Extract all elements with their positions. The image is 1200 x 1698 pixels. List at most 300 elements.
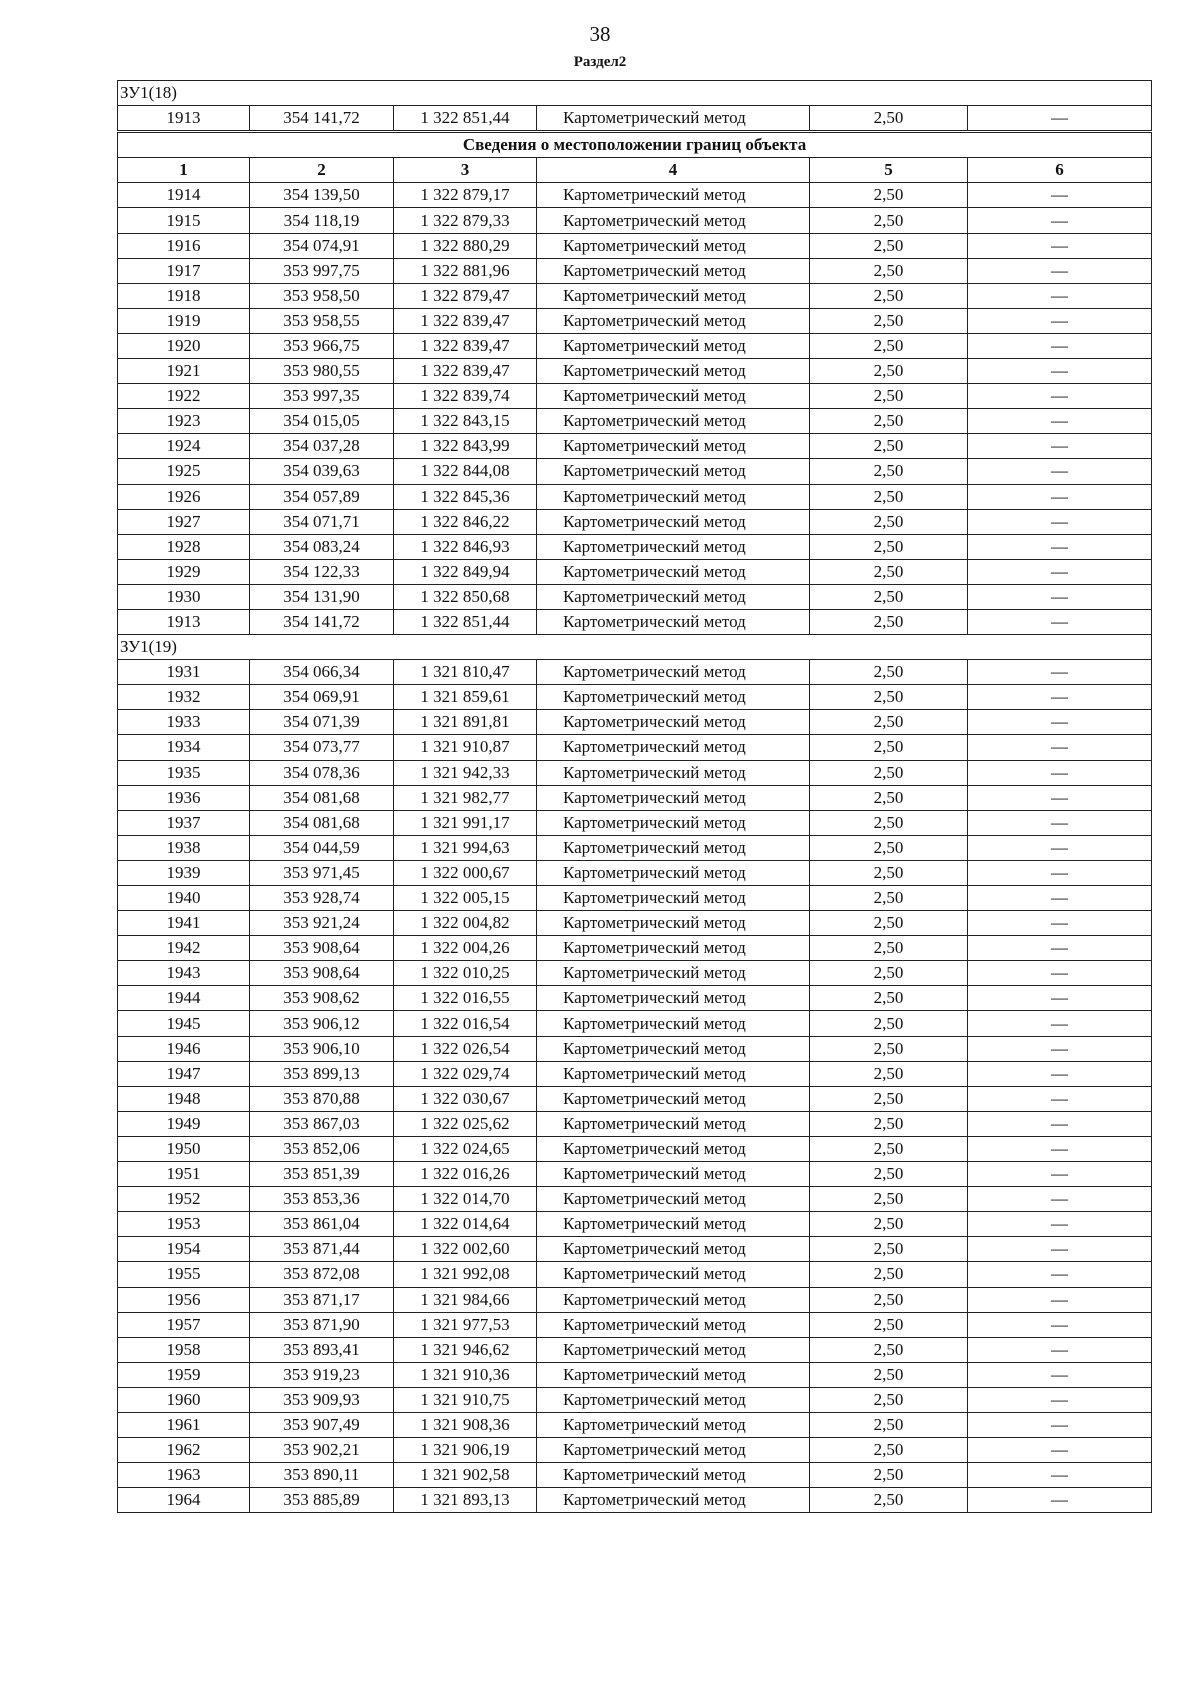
dash-cell: —	[968, 835, 1152, 860]
dash-cell: —	[968, 986, 1152, 1011]
dash-cell: —	[968, 609, 1152, 634]
point-number: 1952	[118, 1187, 250, 1212]
method-cell: Картометрический метод	[537, 409, 810, 434]
table-row	[118, 886, 1152, 911]
coord-y: 1 321 893,13	[394, 1488, 537, 1513]
method-cell: Картометрический метод	[537, 1387, 810, 1412]
coord-y: 1 322 881,96	[394, 258, 537, 283]
table-row	[118, 810, 1152, 835]
method-cell: Картометрический метод	[537, 1412, 810, 1437]
point-number: 1919	[118, 308, 250, 333]
accuracy-cell: 2,50	[810, 710, 968, 735]
coord-y: 1 321 992,08	[394, 1262, 537, 1287]
table-row	[118, 685, 1152, 710]
coord-y: 1 322 879,47	[394, 283, 537, 308]
point-number: 1951	[118, 1162, 250, 1187]
dash-cell: —	[968, 660, 1152, 685]
accuracy-cell: 2,50	[810, 936, 968, 961]
accuracy-cell: 2,50	[810, 1187, 968, 1212]
method-cell: Картометрический метод	[537, 459, 810, 484]
point-number: 1938	[118, 835, 250, 860]
coord-x: 353 997,35	[250, 384, 394, 409]
method-cell: Картометрический метод	[537, 1111, 810, 1136]
coord-y: 1 322 016,26	[394, 1162, 537, 1187]
dash-cell: —	[968, 1162, 1152, 1187]
coord-y: 1 322 002,60	[394, 1237, 537, 1262]
point-number: 1931	[118, 660, 250, 685]
coord-x: 354 074,91	[250, 233, 394, 258]
method-cell: Картометрический метод	[537, 1312, 810, 1337]
point-number: 1923	[118, 409, 250, 434]
dash-cell: —	[968, 106, 1152, 132]
coord-y: 1 321 994,63	[394, 835, 537, 860]
coord-x: 354 071,39	[250, 710, 394, 735]
dash-cell: —	[968, 1111, 1152, 1136]
coord-x: 353 908,64	[250, 936, 394, 961]
table-row	[118, 835, 1152, 860]
method-cell: Картометрический метод	[537, 1463, 810, 1488]
accuracy-cell: 2,50	[810, 359, 968, 384]
method-cell: Картометрический метод	[537, 384, 810, 409]
point-number: 1924	[118, 434, 250, 459]
coord-y: 1 322 005,15	[394, 886, 537, 911]
accuracy-cell: 2,50	[810, 1438, 968, 1463]
accuracy-cell: 2,50	[810, 1011, 968, 1036]
accuracy-cell: 2,50	[810, 1312, 968, 1337]
dash-cell: —	[968, 1086, 1152, 1111]
accuracy-cell: 2,50	[810, 1237, 968, 1262]
coord-x: 354 069,91	[250, 685, 394, 710]
method-cell: Картометрический метод	[537, 559, 810, 584]
dash-cell: —	[968, 584, 1152, 609]
point-number: 1954	[118, 1237, 250, 1262]
table-row	[118, 308, 1152, 333]
method-cell: Картометрический метод	[537, 810, 810, 835]
coord-y: 1 321 810,47	[394, 660, 537, 685]
table-row	[118, 1412, 1152, 1437]
coord-y: 1 322 016,55	[394, 986, 537, 1011]
table-row	[118, 258, 1152, 283]
table-row	[118, 1262, 1152, 1287]
column-header-row	[118, 158, 1152, 183]
coord-x: 354 131,90	[250, 584, 394, 609]
method-cell: Картометрический метод	[537, 835, 810, 860]
coord-x: 353 980,55	[250, 359, 394, 384]
point-number: 1941	[118, 911, 250, 936]
point-number: 1957	[118, 1312, 250, 1337]
dash-cell: —	[968, 961, 1152, 986]
coord-y: 1 322 839,47	[394, 333, 537, 358]
dash-cell: —	[968, 1362, 1152, 1387]
table-row	[118, 1488, 1152, 1513]
method-cell: Картометрический метод	[537, 710, 810, 735]
dash-cell: —	[968, 434, 1152, 459]
coord-y: 1 321 891,81	[394, 710, 537, 735]
accuracy-cell: 2,50	[810, 283, 968, 308]
table-row	[118, 785, 1152, 810]
table-row	[118, 1463, 1152, 1488]
table-row	[118, 1036, 1152, 1061]
column-header-5: 5	[810, 158, 968, 183]
accuracy-cell: 2,50	[810, 961, 968, 986]
point-number: 1915	[118, 208, 250, 233]
coord-x: 353 909,93	[250, 1387, 394, 1412]
point-number: 1963	[118, 1463, 250, 1488]
method-cell: Картометрический метод	[537, 283, 810, 308]
accuracy-cell: 2,50	[810, 1488, 968, 1513]
coord-x: 353 919,23	[250, 1362, 394, 1387]
accuracy-cell: 2,50	[810, 1463, 968, 1488]
method-cell: Картометрический метод	[537, 333, 810, 358]
dash-cell: —	[968, 384, 1152, 409]
table-row	[118, 384, 1152, 409]
dash-cell: —	[968, 810, 1152, 835]
method-cell: Картометрический метод	[537, 1362, 810, 1387]
accuracy-cell: 2,50	[810, 1262, 968, 1287]
coord-x: 354 141,72	[250, 609, 394, 634]
point-number: 1946	[118, 1036, 250, 1061]
dash-cell: —	[968, 1036, 1152, 1061]
coord-y: 1 322 010,25	[394, 961, 537, 986]
table-row	[118, 1061, 1152, 1086]
method-cell: Картометрический метод	[537, 936, 810, 961]
accuracy-cell: 2,50	[810, 409, 968, 434]
point-number: 1921	[118, 359, 250, 384]
coord-y: 1 322 004,26	[394, 936, 537, 961]
dash-cell: —	[968, 886, 1152, 911]
method-cell: Картометрический метод	[537, 1337, 810, 1362]
accuracy-cell: 2,50	[810, 760, 968, 785]
point-number: 1958	[118, 1337, 250, 1362]
coord-x: 354 057,89	[250, 484, 394, 509]
dash-cell: —	[968, 1011, 1152, 1036]
column-header-4: 4	[537, 158, 810, 183]
method-cell: Картометрический метод	[537, 760, 810, 785]
accuracy-cell: 2,50	[810, 1111, 968, 1136]
point-number: 1959	[118, 1362, 250, 1387]
coord-x: 353 861,04	[250, 1212, 394, 1237]
point-number: 1948	[118, 1086, 250, 1111]
accuracy-cell: 2,50	[810, 660, 968, 685]
coord-y: 1 322 843,15	[394, 409, 537, 434]
method-cell: Картометрический метод	[537, 484, 810, 509]
accuracy-cell: 2,50	[810, 208, 968, 233]
accuracy-cell: 2,50	[810, 886, 968, 911]
coord-y: 1 322 843,99	[394, 434, 537, 459]
method-cell: Картометрический метод	[537, 1036, 810, 1061]
coord-y: 1 321 910,36	[394, 1362, 537, 1387]
table-row	[118, 609, 1152, 634]
method-cell: Картометрический метод	[537, 961, 810, 986]
coord-x: 354 039,63	[250, 459, 394, 484]
column-header-6: 6	[968, 158, 1152, 183]
coord-y: 1 322 839,74	[394, 384, 537, 409]
coord-y: 1 322 014,70	[394, 1187, 537, 1212]
coord-y: 1 322 845,36	[394, 484, 537, 509]
accuracy-cell: 2,50	[810, 1387, 968, 1412]
point-number: 1930	[118, 584, 250, 609]
accuracy-cell: 2,50	[810, 384, 968, 409]
coord-y: 1 321 942,33	[394, 760, 537, 785]
coord-x: 353 997,75	[250, 258, 394, 283]
coord-y: 1 322 839,47	[394, 308, 537, 333]
point-number: 1928	[118, 534, 250, 559]
coord-y: 1 322 024,65	[394, 1136, 537, 1161]
dash-cell: —	[968, 183, 1152, 208]
method-cell: Картометрический метод	[537, 584, 810, 609]
dash-cell: —	[968, 1412, 1152, 1437]
dash-cell: —	[968, 1237, 1152, 1262]
column-header-1: 1	[118, 158, 250, 183]
coord-x: 353 852,06	[250, 1136, 394, 1161]
accuracy-cell: 2,50	[810, 1287, 968, 1312]
coord-y: 1 322 851,44	[394, 609, 537, 634]
coord-y: 1 322 016,54	[394, 1011, 537, 1036]
dash-cell: —	[968, 534, 1152, 559]
dash-cell: —	[968, 509, 1152, 534]
table-row	[118, 233, 1152, 258]
accuracy-cell: 2,50	[810, 484, 968, 509]
table-row	[118, 359, 1152, 384]
coord-y: 1 322 850,68	[394, 584, 537, 609]
coord-y: 1 321 906,19	[394, 1438, 537, 1463]
method-cell: Картометрический метод	[537, 1061, 810, 1086]
accuracy-cell: 2,50	[810, 534, 968, 559]
coord-x: 353 871,44	[250, 1237, 394, 1262]
coord-y: 1 321 946,62	[394, 1337, 537, 1362]
coord-y: 1 322 839,47	[394, 359, 537, 384]
dash-cell: —	[968, 911, 1152, 936]
point-number: 1944	[118, 986, 250, 1011]
table-row	[118, 1312, 1152, 1337]
table-row	[118, 1086, 1152, 1111]
table-row	[118, 534, 1152, 559]
point-number: 1953	[118, 1212, 250, 1237]
accuracy-cell: 2,50	[810, 1061, 968, 1086]
point-number: 1937	[118, 810, 250, 835]
coord-x: 353 958,55	[250, 308, 394, 333]
table-row	[118, 710, 1152, 735]
accuracy-cell: 2,50	[810, 233, 968, 258]
point-number: 1933	[118, 710, 250, 735]
table-row	[118, 860, 1152, 885]
dash-cell: —	[968, 308, 1152, 333]
accuracy-cell: 2,50	[810, 459, 968, 484]
point-number: 1962	[118, 1438, 250, 1463]
coord-x: 353 966,75	[250, 333, 394, 358]
coord-x: 354 078,36	[250, 760, 394, 785]
point-number: 1939	[118, 860, 250, 885]
method-cell: Картометрический метод	[537, 258, 810, 283]
coord-x: 353 908,64	[250, 961, 394, 986]
accuracy-cell: 2,50	[810, 1162, 968, 1187]
table-row	[118, 1337, 1152, 1362]
accuracy-cell: 2,50	[810, 810, 968, 835]
method-cell: Картометрический метод	[537, 1187, 810, 1212]
table-row	[118, 1187, 1152, 1212]
accuracy-cell: 2,50	[810, 106, 968, 132]
zone-label: ЗУ1(18)	[118, 81, 1152, 106]
coord-x: 354 044,59	[250, 835, 394, 860]
coord-y: 1 321 977,53	[394, 1312, 537, 1337]
coord-y: 1 322 879,33	[394, 208, 537, 233]
dash-cell: —	[968, 409, 1152, 434]
method-cell: Картометрический метод	[537, 1438, 810, 1463]
method-cell: Картометрический метод	[537, 1237, 810, 1262]
point-number: 1925	[118, 459, 250, 484]
table-row	[118, 1136, 1152, 1161]
point-number: 1917	[118, 258, 250, 283]
table-row	[118, 735, 1152, 760]
coord-x: 353 870,88	[250, 1086, 394, 1111]
table-row	[118, 1438, 1152, 1463]
dash-cell: —	[968, 333, 1152, 358]
method-cell: Картометрический метод	[537, 1011, 810, 1036]
coord-y: 1 321 982,77	[394, 785, 537, 810]
point-number: 1914	[118, 183, 250, 208]
table-row	[118, 106, 1152, 132]
dash-cell: —	[968, 559, 1152, 584]
coord-x: 353 958,50	[250, 283, 394, 308]
dash-cell: —	[968, 1463, 1152, 1488]
table-row	[118, 1162, 1152, 1187]
method-cell: Картометрический метод	[537, 233, 810, 258]
dash-cell: —	[968, 936, 1152, 961]
method-cell: Картометрический метод	[537, 609, 810, 634]
coord-y: 1 322 846,93	[394, 534, 537, 559]
point-number: 1926	[118, 484, 250, 509]
table-row	[118, 333, 1152, 358]
table-row	[118, 459, 1152, 484]
coord-x: 354 071,71	[250, 509, 394, 534]
coord-y: 1 322 004,82	[394, 911, 537, 936]
point-number: 1949	[118, 1111, 250, 1136]
table-row	[118, 484, 1152, 509]
point-number: 1950	[118, 1136, 250, 1161]
coord-x: 353 851,39	[250, 1162, 394, 1187]
coord-x: 354 122,33	[250, 559, 394, 584]
accuracy-cell: 2,50	[810, 559, 968, 584]
coord-y: 1 322 849,94	[394, 559, 537, 584]
dash-cell: —	[968, 1312, 1152, 1337]
table-row	[118, 1011, 1152, 1036]
method-cell: Картометрический метод	[537, 208, 810, 233]
coord-y: 1 322 014,64	[394, 1212, 537, 1237]
accuracy-cell: 2,50	[810, 986, 968, 1011]
table-row	[118, 1287, 1152, 1312]
coord-x: 353 890,11	[250, 1463, 394, 1488]
accuracy-cell: 2,50	[810, 1212, 968, 1237]
dash-cell: —	[968, 710, 1152, 735]
method-cell: Картометрический метод	[537, 1488, 810, 1513]
table-row	[118, 1237, 1152, 1262]
point-number: 1964	[118, 1488, 250, 1513]
method-cell: Картометрический метод	[537, 106, 810, 132]
coord-y: 1 321 984,66	[394, 1287, 537, 1312]
point-number: 1943	[118, 961, 250, 986]
coord-x: 354 015,05	[250, 409, 394, 434]
point-number: 1945	[118, 1011, 250, 1036]
point-number: 1936	[118, 785, 250, 810]
subheader-row	[118, 132, 1152, 158]
coord-x: 354 083,24	[250, 534, 394, 559]
method-cell: Картометрический метод	[537, 986, 810, 1011]
point-number: 1935	[118, 760, 250, 785]
accuracy-cell: 2,50	[810, 308, 968, 333]
point-number: 1920	[118, 333, 250, 358]
point-number: 1918	[118, 283, 250, 308]
dash-cell: —	[968, 459, 1152, 484]
point-number: 1940	[118, 886, 250, 911]
accuracy-cell: 2,50	[810, 735, 968, 760]
coord-x: 353 906,10	[250, 1036, 394, 1061]
boundary-coordinates-table	[117, 80, 1152, 1513]
coord-y: 1 322 851,44	[394, 106, 537, 132]
method-cell: Картометрический метод	[537, 359, 810, 384]
method-cell: Картометрический метод	[537, 1212, 810, 1237]
section-title: Раздел2	[573, 54, 627, 70]
dash-cell: —	[968, 1337, 1152, 1362]
coord-y: 1 322 030,67	[394, 1086, 537, 1111]
accuracy-cell: 2,50	[810, 434, 968, 459]
table-row	[118, 183, 1152, 208]
accuracy-cell: 2,50	[810, 183, 968, 208]
accuracy-cell: 2,50	[810, 785, 968, 810]
coord-x: 354 073,77	[250, 735, 394, 760]
point-number: 1932	[118, 685, 250, 710]
table-row	[118, 584, 1152, 609]
table-row	[118, 660, 1152, 685]
accuracy-cell: 2,50	[810, 685, 968, 710]
coord-x: 354 139,50	[250, 183, 394, 208]
table-body	[118, 81, 1152, 1513]
coord-x: 353 885,89	[250, 1488, 394, 1513]
coord-x: 353 921,24	[250, 911, 394, 936]
point-number: 1942	[118, 936, 250, 961]
method-cell: Картометрический метод	[537, 1262, 810, 1287]
method-cell: Картометрический метод	[537, 308, 810, 333]
dash-cell: —	[968, 1387, 1152, 1412]
dash-cell: —	[968, 283, 1152, 308]
dash-cell: —	[968, 1187, 1152, 1212]
point-number: 1955	[118, 1262, 250, 1287]
table-row	[118, 986, 1152, 1011]
table-row	[118, 1362, 1152, 1387]
coord-x: 353 906,12	[250, 1011, 394, 1036]
coord-y: 1 322 029,74	[394, 1061, 537, 1086]
method-cell: Картометрический метод	[537, 785, 810, 810]
zone-label-row	[118, 635, 1152, 660]
dash-cell: —	[968, 208, 1152, 233]
accuracy-cell: 2,50	[810, 835, 968, 860]
table-row	[118, 409, 1152, 434]
coord-x: 354 118,19	[250, 208, 394, 233]
dash-cell: —	[968, 359, 1152, 384]
table-row	[118, 760, 1152, 785]
table-row	[118, 1387, 1152, 1412]
accuracy-cell: 2,50	[810, 1412, 968, 1437]
table-row	[118, 509, 1152, 534]
point-number: 1913	[118, 106, 250, 132]
dash-cell: —	[968, 785, 1152, 810]
table-row	[118, 1111, 1152, 1136]
method-cell: Картометрический метод	[537, 886, 810, 911]
method-cell: Картометрический метод	[537, 534, 810, 559]
coord-y: 1 322 026,54	[394, 1036, 537, 1061]
coord-y: 1 321 859,61	[394, 685, 537, 710]
coord-x: 353 871,90	[250, 1312, 394, 1337]
table-row	[118, 283, 1152, 308]
